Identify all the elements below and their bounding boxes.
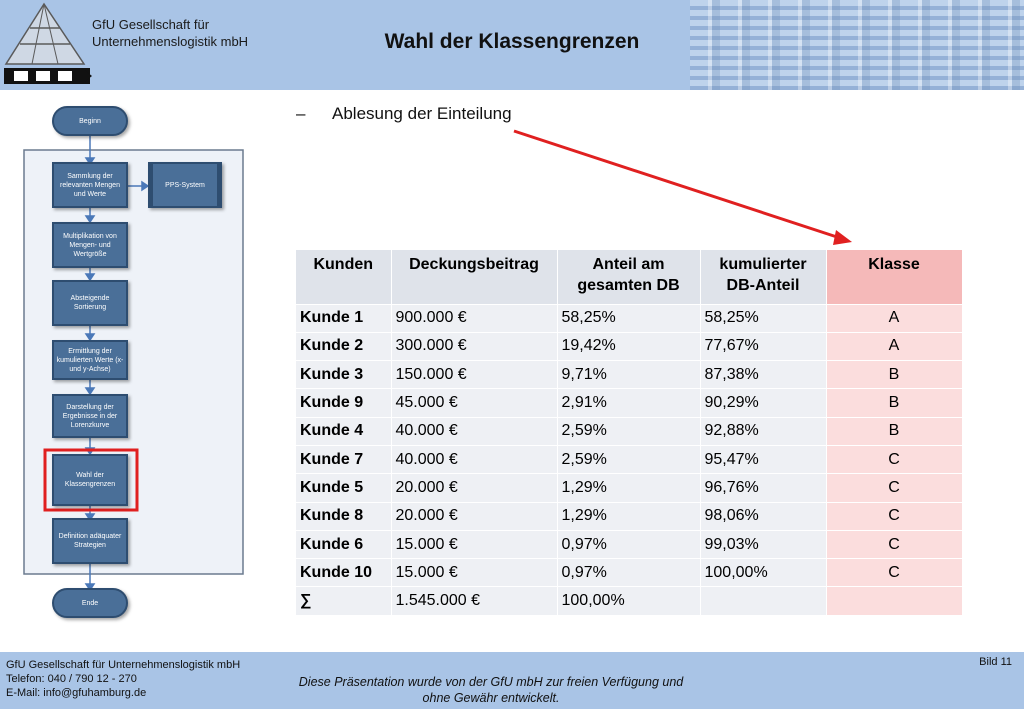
cell-kumuliert: 100,00% — [700, 559, 826, 587]
cell-kunde: Kunde 4 — [296, 417, 391, 445]
cell-kumuliert: 95,47% — [700, 445, 826, 473]
footer-disclaimer — [278, 674, 704, 706]
table-row — [296, 304, 962, 332]
flow-node-sammlung: Sammlung der relevanten Mengen und Werte — [52, 162, 128, 208]
table-header-row — [296, 250, 962, 304]
cell-kunde: Kunde 7 — [296, 445, 391, 473]
cell-deckungsbeitrag: 1.545.000 € — [391, 587, 557, 615]
cell-anteil: 2,59% — [557, 417, 700, 445]
footer-email: E-Mail: info@gfuhamburg.de — [6, 687, 147, 699]
cell-klasse: A — [826, 304, 962, 332]
cell-kunde: Kunde 5 — [296, 474, 391, 502]
column-header-deckungsbeitrag: Deckungsbeitrag — [391, 250, 557, 304]
cell-anteil: 9,71% — [557, 361, 700, 389]
footer-contact — [6, 658, 240, 700]
cell-kunde: Kunde 1 — [296, 304, 391, 332]
cell-deckungsbeitrag: 15.000 € — [391, 530, 557, 558]
flow-node-beginn: Beginn — [52, 106, 128, 136]
cell-deckungsbeitrag: 900.000 € — [391, 304, 557, 332]
table-row — [296, 417, 962, 445]
cell-kunde: Kunde 6 — [296, 530, 391, 558]
cell-anteil: 19,42% — [557, 332, 700, 360]
cell-anteil: 2,59% — [557, 445, 700, 473]
cell-kumuliert: 99,03% — [700, 530, 826, 558]
cell-kumuliert: 87,38% — [700, 361, 826, 389]
column-header-anteil: Anteil am gesamten DB — [557, 250, 700, 304]
cell-klasse — [826, 587, 962, 615]
cell-anteil: 100,00% — [557, 587, 700, 615]
cell-anteil: 0,97% — [557, 559, 700, 587]
column-header-klasse: Klasse — [826, 250, 962, 304]
flow-node-ende: Ende — [52, 588, 128, 618]
column-header-kumuliert: kumulierter DB-Anteil — [700, 250, 826, 304]
flow-node-definition: Definition adäquater Strategien — [52, 518, 128, 564]
cell-anteil: 1,29% — [557, 502, 700, 530]
table-row — [296, 332, 962, 360]
table-row — [296, 587, 962, 615]
cell-kumuliert: 90,29% — [700, 389, 826, 417]
flow-node-ermittlung: Ermittlung der kumulierten Werte (x- und y-Achse) — [52, 340, 128, 380]
cell-kumuliert: 96,76% — [700, 474, 826, 502]
cell-kumuliert: 77,67% — [700, 332, 826, 360]
company-name-line2: Unternehmenslogistik mbH — [92, 34, 249, 49]
slide-number: Bild 11 — [979, 656, 1012, 668]
cell-kunde: Kunde 10 — [296, 559, 391, 587]
flow-node-multiplikation: Multiplikation von Mengen- und Wertgröße — [52, 222, 128, 268]
page-title: Wahl der Klassengrenzen — [384, 30, 640, 53]
cell-klasse: B — [826, 417, 962, 445]
cell-kunde: Kunde 9 — [296, 389, 391, 417]
footer-company: GfU Gesellschaft für Unternehmenslogistik mbH — [6, 659, 241, 671]
cell-klasse: B — [826, 361, 962, 389]
cell-klasse: C — [826, 530, 962, 558]
table-row — [296, 474, 962, 502]
cell-deckungsbeitrag: 40.000 € — [391, 445, 557, 473]
flow-node-wahl: Wahl der Klassengrenzen — [52, 454, 128, 506]
cell-kunde: Kunde 2 — [296, 332, 391, 360]
cell-klasse: C — [826, 445, 962, 473]
company-name-line1: GfU Gesellschaft für — [92, 17, 210, 32]
table-row — [296, 361, 962, 389]
cell-deckungsbeitrag: 150.000 € — [391, 361, 557, 389]
flow-node-darstellung: Darstellung der Ergebnisse in der Lorenzkurve — [52, 394, 128, 438]
cell-kumuliert — [700, 587, 826, 615]
cell-kunde: Kunde 3 — [296, 361, 391, 389]
cell-klasse: C — [826, 474, 962, 502]
footer-bar — [0, 652, 1024, 709]
table-row — [296, 389, 962, 417]
cell-kumuliert: 58,25% — [700, 304, 826, 332]
column-header-kunden: Kunden — [296, 250, 391, 304]
footer-disclaimer-line2: ohne Gewähr entwickelt. — [422, 691, 560, 705]
abc-classification-table — [296, 250, 963, 616]
footer-disclaimer-line1: Diese Präsentation wurde von der GfU mbH zur freien Verfügung und — [298, 675, 684, 689]
footer-phone: Telefon: 040 / 790 12 - 270 — [6, 673, 137, 685]
cell-klasse: C — [826, 559, 962, 587]
cell-kunde: ∑ — [296, 587, 391, 615]
cell-klasse: A — [826, 332, 962, 360]
cell-anteil: 58,25% — [557, 304, 700, 332]
table-row — [296, 445, 962, 473]
cell-anteil: 0,97% — [557, 530, 700, 558]
bullet-text: Ablesung der Einteilung — [332, 104, 512, 123]
cell-kunde: Kunde 8 — [296, 502, 391, 530]
red-arrow-icon — [833, 230, 852, 245]
cell-kumuliert: 92,88% — [700, 417, 826, 445]
cell-anteil: 2,91% — [557, 389, 700, 417]
bullet-dash: – — [296, 104, 306, 123]
cell-kumuliert: 98,06% — [700, 502, 826, 530]
cell-deckungsbeitrag: 20.000 € — [391, 474, 557, 502]
cell-deckungsbeitrag: 45.000 € — [391, 389, 557, 417]
cell-deckungsbeitrag: 15.000 € — [391, 559, 557, 587]
cell-deckungsbeitrag: 40.000 € — [391, 417, 557, 445]
cell-anteil: 1,29% — [557, 474, 700, 502]
cell-klasse: B — [826, 389, 962, 417]
flow-node-pps-system: PPS-System — [148, 162, 222, 208]
table-row — [296, 559, 962, 587]
cell-deckungsbeitrag: 20.000 € — [391, 502, 557, 530]
flow-node-sortierung: Absteigende Sortierung — [52, 280, 128, 326]
table-row — [296, 502, 962, 530]
table-row — [296, 530, 962, 558]
cell-deckungsbeitrag: 300.000 € — [391, 332, 557, 360]
cell-klasse: C — [826, 502, 962, 530]
